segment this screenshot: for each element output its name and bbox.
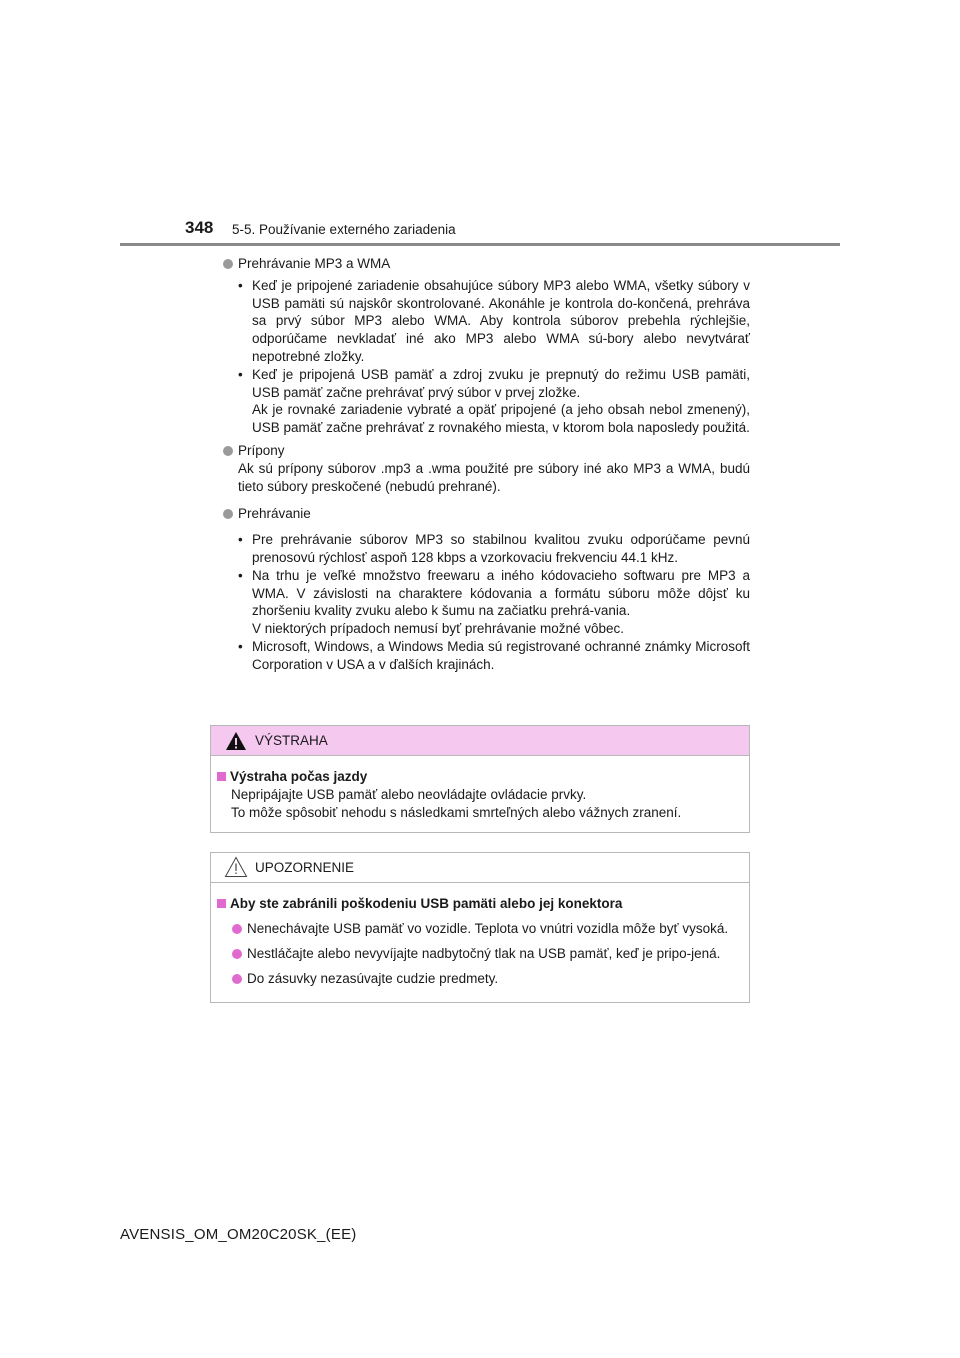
list-text: Ak je rovnaké zariadenie vybraté a opäť pripojené (a jeho obsah nebol zmenený), USB pamäť začne prehrávať z rovnakého miesta, v ktorom bola naposledy použitá. bbox=[252, 402, 750, 436]
section-heading bbox=[222, 255, 750, 273]
gray-bullet-icon bbox=[223, 259, 233, 269]
caution-body bbox=[211, 883, 749, 1002]
caution-label: UPOZORNENIE bbox=[255, 860, 355, 875]
warning-label: VÝSTRAHA bbox=[255, 733, 328, 748]
pink-bullet-icon bbox=[232, 949, 242, 959]
list-item bbox=[222, 638, 750, 674]
section-playback bbox=[222, 505, 750, 673]
caution-title bbox=[217, 895, 741, 913]
heading-text: Prehrávanie bbox=[238, 506, 311, 522]
caution-box bbox=[210, 852, 750, 1003]
list-marker: • bbox=[238, 532, 243, 548]
warning-title-text: Výstraha počas jazdy bbox=[230, 769, 368, 784]
caution-item-text: Do zásuvky nezasúvajte cudzie predmety. bbox=[247, 971, 499, 986]
warning-header bbox=[211, 726, 749, 756]
list-text: Keď je pripojená USB pamäť a zdroj zvuku je prepnutý do režimu USB pamäti, USB pamäť začne prehrávať prvý súbor v prvej zložke. bbox=[252, 366, 750, 400]
list-item bbox=[222, 620, 750, 638]
warning-line: To môže spôsobiť nehodu s následkami smrteľných alebo vážnych zranení. bbox=[231, 805, 682, 820]
list-marker: • bbox=[238, 277, 243, 293]
list-item bbox=[222, 531, 750, 567]
main-content bbox=[222, 255, 750, 674]
list-item bbox=[222, 277, 750, 366]
list-marker: • bbox=[238, 567, 243, 583]
caution-item bbox=[217, 920, 741, 938]
caution-item bbox=[217, 945, 741, 963]
page-number: 348 bbox=[185, 218, 214, 237]
pink-square-icon bbox=[217, 772, 226, 781]
warning-title bbox=[217, 768, 741, 786]
pink-bullet-icon bbox=[232, 974, 242, 984]
header-rule bbox=[120, 243, 840, 246]
warning-line: Nepripájajte USB pamäť alebo neovládajte ovládacie prvky. bbox=[231, 787, 587, 802]
list-marker: • bbox=[238, 638, 243, 654]
body-paragraph: Ak sú prípony súborov .mp3 a .wma použité pre súbory iné ako MP3 a WMA, budú tieto súbory preskočené (nebudú prehrané). bbox=[238, 460, 750, 494]
warning-box bbox=[210, 725, 750, 833]
list-text: Microsoft, Windows, a Windows Media sú registrované ochranné známky Microsoft Corporation v USA a v ďalších krajinách. bbox=[252, 638, 750, 672]
section-title: 5-5. Používanie externého zariadenia bbox=[232, 222, 456, 237]
gray-bullet-icon bbox=[223, 446, 233, 456]
list-text: Keď je pripojené zariadenie obsahujúce súbory MP3 alebo WMA, všetky súbory v USB pamäti sú najskôr skontrolované. Akonáhle je kontrola do-končená, prehráva sa prvý súbor MP3 alebo WMA. Aby kontrola súborov prebehla rýchlejšie, odporúčame nevkladať iné ako MP3 alebo WMA sú-bory alebo nevytvárať nepotrebné zložky. bbox=[252, 277, 750, 364]
section-extensions bbox=[222, 442, 750, 495]
list-item bbox=[222, 401, 750, 437]
sub-list bbox=[222, 277, 750, 437]
caution-triangle-icon bbox=[224, 856, 248, 878]
heading-text: Prehrávanie MP3 a WMA bbox=[238, 256, 391, 271]
pink-square-icon bbox=[217, 899, 226, 908]
list-text: Na trhu je veľké množstvo freewaru a iného kódovacieho softwaru pre MP3 a WMA. V závislosti na charaktere kódovania a formátu súboru môže dôjsť ku zhoršeniu kvality zvuku alebo k šumu na začiatku prehrá-vania. bbox=[252, 567, 750, 619]
list-item bbox=[222, 567, 750, 620]
sub-list bbox=[222, 531, 750, 673]
gray-bullet-icon bbox=[223, 509, 233, 519]
warning-triangle-icon bbox=[225, 731, 247, 751]
caution-item bbox=[217, 970, 741, 988]
document-code: AVENSIS_OM_OM20C20SK_(EE) bbox=[120, 1226, 357, 1243]
list-item bbox=[222, 366, 750, 402]
list-text: Pre prehrávanie súborov MP3 so stabilnou kvalitou zvuku odporúčame pevnú prenosovú rýchlosť aspoň 128 kbps a vzorkovaciu frekvenciu 44.1 kHz. bbox=[252, 532, 750, 565]
list-text: V niektorých prípadoch nemusí byť prehrávanie možné vôbec. bbox=[252, 621, 625, 637]
caution-title-text: Aby ste zabránili poškodeniu USB pamäti alebo jej konektora bbox=[230, 896, 623, 911]
section-heading bbox=[222, 442, 750, 460]
section-mp3-wma bbox=[222, 255, 750, 437]
caution-item-text: Nestláčajte alebo nevyvíjajte nadbytočný tlak na USB pamäť, keď je pripo-jená. bbox=[247, 946, 721, 961]
heading-text: Prípony bbox=[238, 442, 285, 458]
warning-body bbox=[211, 756, 749, 832]
caution-header bbox=[211, 853, 749, 883]
list-marker: • bbox=[238, 366, 243, 382]
pink-bullet-icon bbox=[232, 924, 242, 934]
caution-item-text: Nenechávajte USB pamäť vo vozidle. Teplota vo vnútri vozidla môže byť vysoká. bbox=[247, 921, 729, 936]
section-heading bbox=[222, 505, 750, 523]
